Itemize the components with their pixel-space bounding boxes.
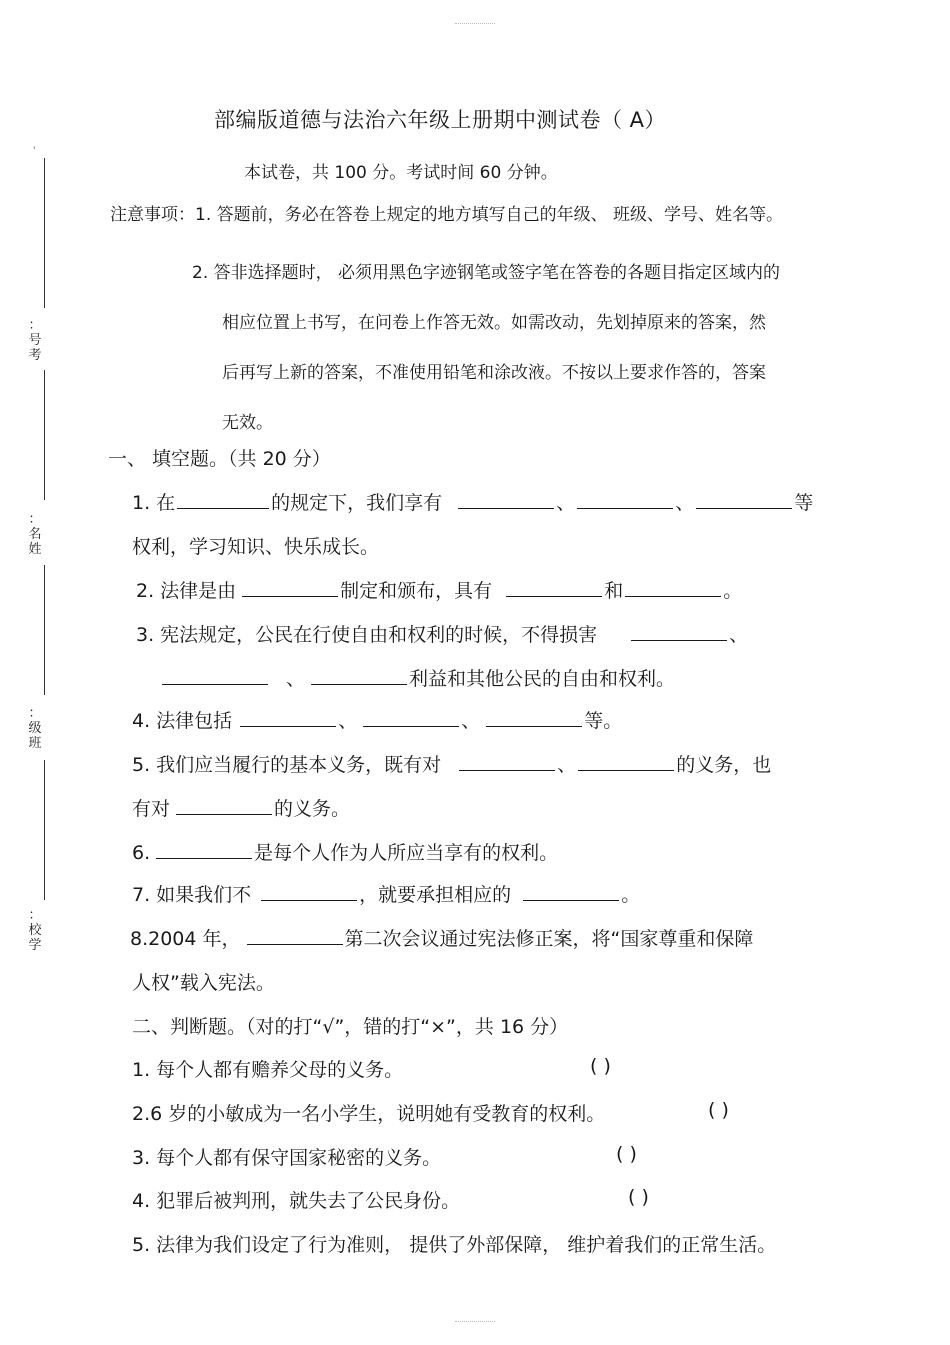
judge-answer-paren[interactable]: ( ) (708, 1099, 729, 1121)
scan-mark-bottom (455, 1321, 495, 1322)
binding-line (44, 565, 45, 695)
question-7: 7. 如果我们不 ，就要承担相应的 。 (132, 880, 640, 907)
question-8-line-2: 人权”载入宪法。 (132, 972, 275, 994)
question-5: 5. 我们应当履行的基本义务，既有对 、 的义务，也 (132, 750, 771, 777)
question-8: 8.2004 年， 第二次会议通过宪法修正案，将“国家尊重和保障 (130, 924, 753, 951)
answer-blank[interactable] (311, 665, 407, 685)
question-1: 1. 在 的规定下，我们享有 、 、 等 (132, 488, 813, 515)
binding-line (44, 158, 45, 308)
notes-line-1 (110, 200, 783, 225)
page-title: 部编版道德与法治六年级上册期中测试卷（ A） (214, 108, 667, 132)
question-3: 3. 宪法规定，公民在行使自由和权利的时候，不得损害 、 (136, 620, 748, 647)
answer-blank[interactable] (363, 707, 459, 727)
exam-intro: 本试卷，共 100 分。考试时间 60 分钟。 (244, 163, 558, 183)
section-2-heading: 二、判断题。（对的打“√”，错的打“×”，共 16 分） (132, 1016, 569, 1038)
judge-item-5: 5. 法律为我们设定了行为准则， 提供了外部保障， 维护着我们的正常生活。 (132, 1234, 777, 1256)
answer-blank[interactable] (240, 707, 336, 727)
school-label: ： 校 学 (28, 908, 42, 953)
answer-blank[interactable] (247, 925, 343, 945)
notes-item-2-line-4: 无效。 (222, 413, 273, 433)
answer-blank[interactable] (578, 751, 674, 771)
question-5-line-2: 有对 的义务。 (132, 794, 350, 821)
question-1-line-2: 权利，学习知识、快乐成长。 (132, 536, 380, 558)
exam-number-label: ： 号 考 (28, 318, 42, 363)
question-4: 4. 法律包括 、 、 等。 (132, 706, 622, 733)
notes-item-1: 1. 答题前，务必在答卷上规定的地方填写自己的年级、 班级、学号、姓名等。 (195, 205, 784, 225)
judge-answer-paren[interactable]: ( ) (590, 1055, 611, 1077)
margin-tick: ' (33, 146, 36, 156)
question-3-line-2: 、 利益和其他公民的自由和权利。 (160, 664, 675, 691)
answer-blank[interactable] (177, 489, 269, 509)
answer-blank[interactable] (506, 577, 602, 597)
answer-blank[interactable] (631, 621, 727, 641)
binding-line (44, 760, 45, 900)
binding-line (44, 370, 45, 500)
notes-item-2-line-3: 后再写上新的答案，不准使用铅笔和涂改液。不按以上要求作答的，答案 (222, 363, 766, 383)
answer-blank[interactable] (156, 839, 252, 859)
answer-blank[interactable] (176, 795, 272, 815)
name-label: ： 名 姓 (28, 512, 42, 557)
judge-item-3: 3. 每个人都有保守国家秘密的义务。 (132, 1147, 442, 1169)
notes-item-2-line-1: 2. 答非选择题时， 必须用黑色字迹钢笔或签字笔在答卷的各题目指定区域内的 (192, 263, 781, 283)
notes-item-2-line-2: 相应位置上书写，在问卷上作答无效。如需改动，先划掉原来的答案，然 (222, 313, 766, 333)
answer-blank[interactable] (486, 707, 582, 727)
answer-blank[interactable] (458, 489, 554, 509)
notes-label: 注意事项： (110, 205, 195, 225)
answer-blank[interactable] (523, 881, 619, 901)
judge-answer-paren[interactable]: ( ) (628, 1186, 649, 1208)
answer-blank[interactable] (625, 577, 721, 597)
answer-blank[interactable] (242, 577, 338, 597)
section-1-heading: 一、 填空题。（共 20 分） (108, 448, 331, 470)
question-6: 6. 是每个人作为人所应当享有的权利。 (132, 838, 558, 865)
scan-mark-top (455, 23, 495, 24)
answer-blank[interactable] (261, 881, 357, 901)
question-2: 2. 法律是由 制定和颁布，具有 和 。 (136, 576, 742, 603)
judge-answer-paren[interactable]: ( ) (616, 1143, 637, 1165)
answer-blank[interactable] (459, 751, 555, 771)
judge-item-1: 1. 每个人都有赡养父母的义务。 (132, 1059, 404, 1081)
judge-item-4: 4. 犯罪后被判刑，就失去了公民身份。 (132, 1190, 461, 1212)
judge-item-2: 2.6 岁的小敏成为一名小学生，说明她有受教育的权利。 (132, 1103, 606, 1125)
answer-blank[interactable] (696, 489, 792, 509)
class-label: ： 级 班 (28, 706, 42, 751)
answer-blank[interactable] (577, 489, 673, 509)
answer-blank[interactable] (162, 665, 268, 685)
